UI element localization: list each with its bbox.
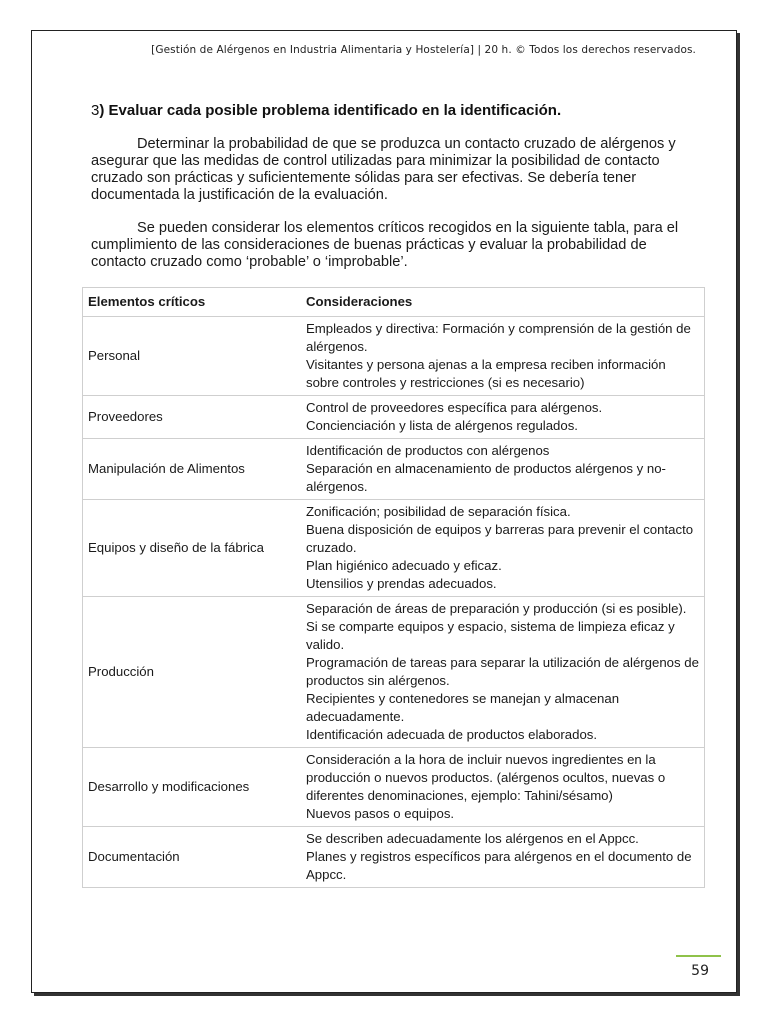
consideration-line: Consideración a la hora de incluir nuevos ingredientes en la producción o nuevos productos. (alérgenos ocultos, nuevas o diferentes denominaciones, ejemplo: Tahini/sésamo) bbox=[306, 752, 666, 803]
consideration-line: Se describen adecuadamente los alérgenos en el Appcc. bbox=[306, 831, 639, 846]
consideration-line: Plan higiénico adecuado y eficaz. bbox=[306, 558, 502, 573]
paragraph-1 bbox=[91, 136, 701, 204]
row-element: Manipulación de Alimentos bbox=[83, 439, 302, 500]
consideration-line: Recipientes y contenedores se manejan y almacenan adecuadamente. bbox=[306, 691, 620, 724]
paragraph-2 bbox=[91, 220, 701, 271]
page-number: 59 bbox=[691, 963, 709, 979]
section-heading bbox=[91, 102, 561, 119]
row-element: Equipos y diseño de la fábrica bbox=[83, 500, 302, 597]
consideration-line: Control de proveedores específica para alérgenos. bbox=[306, 400, 603, 415]
paragraph-1-text: Determinar la probabilidad de que se produzca un contacto cruzado de alérgenos y asegurar que las medidas de control utilizadas para minimizar la posibilidad de contacto cruzado son prácticas y suficientemente sólidas para ser efectivas. Se debería tener documentada la justificación de la evaluación. bbox=[91, 136, 676, 203]
row-element: Documentación bbox=[83, 827, 302, 888]
consideration-line: Empleados y directiva: Formación y comprensión de la gestión de alérgenos. bbox=[306, 321, 691, 354]
row-considerations bbox=[301, 396, 705, 439]
consideration-line: Separación en almacenamiento de productos alérgenos y no-alérgenos. bbox=[306, 461, 666, 494]
header-considerations: Consideraciones bbox=[301, 288, 705, 317]
row-element: Desarrollo y modificaciones bbox=[83, 748, 302, 827]
table-row bbox=[83, 500, 705, 597]
table-row bbox=[83, 827, 705, 888]
header-elements: Elementos críticos bbox=[83, 288, 302, 317]
consideration-line: Identificación adecuada de productos elaborados. bbox=[306, 727, 598, 742]
consideration-line: Zonificación; posibilidad de separación física. bbox=[306, 504, 571, 519]
row-element: Producción bbox=[83, 597, 302, 748]
consideration-line: Identificación de productos con alérgenos bbox=[306, 443, 550, 458]
table-header-row bbox=[83, 288, 705, 317]
consideration-line: Separación de áreas de preparación y producción (si es posible). bbox=[306, 601, 687, 616]
section-number: 3 bbox=[91, 102, 100, 119]
table-row bbox=[83, 396, 705, 439]
table-row bbox=[83, 748, 705, 827]
consideration-line: Nuevos pasos o equipos. bbox=[306, 806, 455, 821]
consideration-line: Buena disposición de equipos y barreras para prevenir el contacto cruzado. bbox=[306, 522, 694, 555]
row-element: Personal bbox=[83, 317, 302, 396]
table-row bbox=[83, 439, 705, 500]
consideration-line: Si se comparte equipos y espacio, sistema de limpieza eficaz y valido. bbox=[306, 619, 675, 652]
row-considerations bbox=[301, 317, 705, 396]
running-header: [Gestión de Alérgenos en Industria Alimentaria y Hostelería] | 20 h. © Todos los derechos reservados. bbox=[151, 44, 696, 56]
consideration-line: Planes y registros específicos para alérgenos en el documento de Appcc. bbox=[306, 849, 692, 882]
consideration-line: Utensilios y prendas adecuados. bbox=[306, 576, 497, 591]
footer-accent-line bbox=[676, 955, 721, 957]
document-page bbox=[31, 30, 737, 993]
row-considerations bbox=[301, 500, 705, 597]
table-row bbox=[83, 597, 705, 748]
row-considerations bbox=[301, 439, 705, 500]
section-heading-text: ) Evaluar cada posible problema identificado en la identificación. bbox=[99, 102, 562, 119]
row-considerations bbox=[301, 748, 705, 827]
consideration-line: Visitantes y persona ajenas a la empresa reciben información sobre controles y restricciones (si es necesario) bbox=[306, 357, 666, 390]
table-row bbox=[83, 317, 705, 396]
row-considerations bbox=[301, 827, 705, 888]
consideration-line: Concienciación y lista de alérgenos regulados. bbox=[306, 418, 578, 433]
critical-elements-table bbox=[82, 287, 705, 888]
consideration-line: Programación de tareas para separar la utilización de alérgenos de productos sin alérgenos. bbox=[306, 655, 699, 688]
row-element: Proveedores bbox=[83, 396, 302, 439]
row-considerations bbox=[301, 597, 705, 748]
paragraph-2-text: Se pueden considerar los elementos críticos recogidos en la siguiente tabla, para el cumplimiento de las consideraciones de buenas prácticas y evaluar la probabilidad de contacto cruzado como ‘probable’ o ‘improbable’. bbox=[91, 220, 679, 270]
